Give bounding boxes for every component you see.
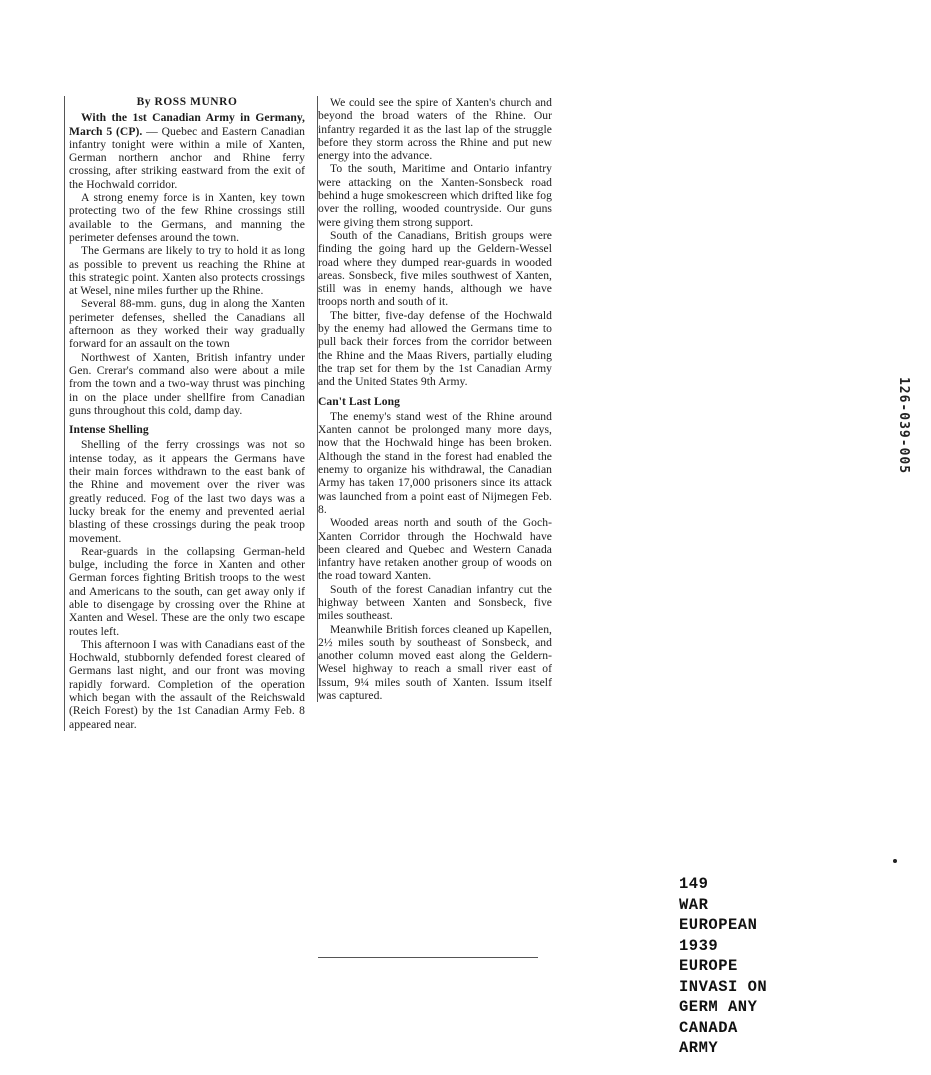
byline: By ROSS MUNRO bbox=[136, 96, 238, 108]
subheading-cant-last-long: Can't Last Long bbox=[318, 394, 400, 408]
paragraph: South of the Canadians, British groups were finding the going hard up the Geldern-Wessel road where they dumped rear-guards in wooded areas. Sonsbeck, five miles southwest of Xanten, still was in enemy hands, although we have troops north and south of it. bbox=[318, 228, 552, 309]
paragraph: We could see the spire of Xanten's church and beyond the broad waters of the Rhine. Our infantry regarded it as the last lap of the struggle before they storm across the Rhine and put new energy into the advance. bbox=[318, 96, 552, 163]
archive-stamp bbox=[679, 874, 767, 1059]
paragraph: Northwest of Xanten, British infantry under Gen. Crerar's command also were about a mile from the town and a two-way thrust was pinching in on the place under shellfire from Canadian guns throughout this cold, damp day. bbox=[69, 350, 305, 417]
column-end-rule bbox=[318, 957, 538, 958]
paragraph: Shelling of the ferry crossings was not so intense today, as it appears the Germans have their main forces withdrawn to the east bank of the Rhine and movement over the river was greatly reduced. Fog of the last two days was a lucky break for the enemy and prevented aerial blasting of these crossings during the peak troop movement. bbox=[69, 438, 305, 545]
paragraph: Meanwhile British forces cleaned up Kapellen, 2½ miles south by southeast of Sonsbeck, and another column moved east along the Geldern-Wesel highway to reach a small river east of Issum, 9¼ miles south of Xanten. Issum itself was captured. bbox=[318, 622, 552, 703]
subheading-intense-shelling: Intense Shelling bbox=[69, 423, 149, 437]
paragraph: The bitter, five-day defense of the Hochwald by the enemy had allowed the Germans time to pull back their forces from the corridor between the Rhine and the Maas Rivers, partially eluding the trap set for them by the 1st Canadian Army and the United States 9th Army. bbox=[318, 308, 552, 389]
article-column-2 bbox=[317, 96, 552, 702]
speck-mark bbox=[893, 859, 897, 863]
lead-text: — Quebec and Eastern Canadian infantry tonight were within a mile of Xanten, German northern anchor and Rhine ferry crossing, after striking eastward from the exit of the Hochwald corridor. bbox=[69, 124, 305, 191]
paragraph: This afternoon I was with Canadians east of the Hochwald, stubbornly defended forest cleared of Germans last night, and our front was moving rapidly forward. Completion of the operation which began with the assault of the Reichswald (Reich Forest) by the 1st Canadian Army Feb. 8 appeared near. bbox=[69, 637, 305, 731]
paragraph: A strong enemy force is in Xanten, key town protecting two of the few Rhine crossings still available to the Germans, and manning the perimeter defenses around the town. bbox=[69, 191, 305, 244]
stamp-line: CANADA bbox=[679, 1018, 738, 1037]
stamp-line: 149 bbox=[679, 875, 709, 893]
stamp-line: INVASI ON bbox=[679, 977, 768, 996]
paragraph: South of the forest Canadian infantry cut the highway between Xanten and Sonsbeck, five miles southeast. bbox=[318, 582, 552, 623]
paragraph: Several 88-mm. guns, dug in along the Xanten perimeter defenses, shelled the Canadians all afternoon as they worked their way gradually forward for an assault on the town bbox=[69, 297, 305, 351]
article-column-1 bbox=[64, 96, 305, 731]
stamp-line: 1939 bbox=[679, 936, 719, 955]
stamp-line: WAR bbox=[679, 895, 709, 914]
stamp-line: EUROPE bbox=[679, 957, 738, 975]
paragraph: To the south, Maritime and Ontario infantry were attacking on the Xanten-Sonsbeck road behind a huge smokescreen which drifted like fog over the rolling, wooded countryside. Our guns were giving them strong support. bbox=[318, 162, 552, 229]
paragraph: Wooded areas north and south of the Goch-Xanten Corridor through the Hochwald have been cleared and Quebec and Western Canada infantry have retaken another group of woods on the road toward Xanten. bbox=[318, 516, 552, 583]
archive-id: 126-039-005 bbox=[896, 376, 912, 475]
paragraph: The enemy's stand west of the Rhine around Xanten cannot be prolonged many more days, now that the Hochwald hinge has been broken. Although the stand in the forest had enabled the enemy to organize his withdrawal, the Canadian Army has taken 17,000 prisoners since its attack was launched from a point east of Nijmegen Feb. 8. bbox=[318, 409, 552, 516]
stamp-line: GERM ANY bbox=[679, 998, 758, 1016]
paragraph: Rear-guards in the collapsing German-held bulge, including the force in Xanten and other German forces fighting British troops to the west and Americans to the south, can get away only if able to disengage by crossing over the Rhine at Xanten and Wesel. These are the only two escape routes left. bbox=[69, 544, 305, 638]
paragraph: The Germans are likely to try to hold it as long as possible to prevent us reaching the Rhine at this strategic point. Xanten also protects crossings at Wesel, nine miles further up the Rhine. bbox=[69, 244, 305, 298]
stamp-line: EUROPEAN bbox=[679, 916, 758, 934]
dateline: With the 1st Canadian Army in Germany, March 5 (CP). bbox=[69, 111, 305, 138]
lead-paragraph bbox=[69, 111, 305, 191]
stamp-line: ARMY bbox=[679, 1039, 719, 1057]
